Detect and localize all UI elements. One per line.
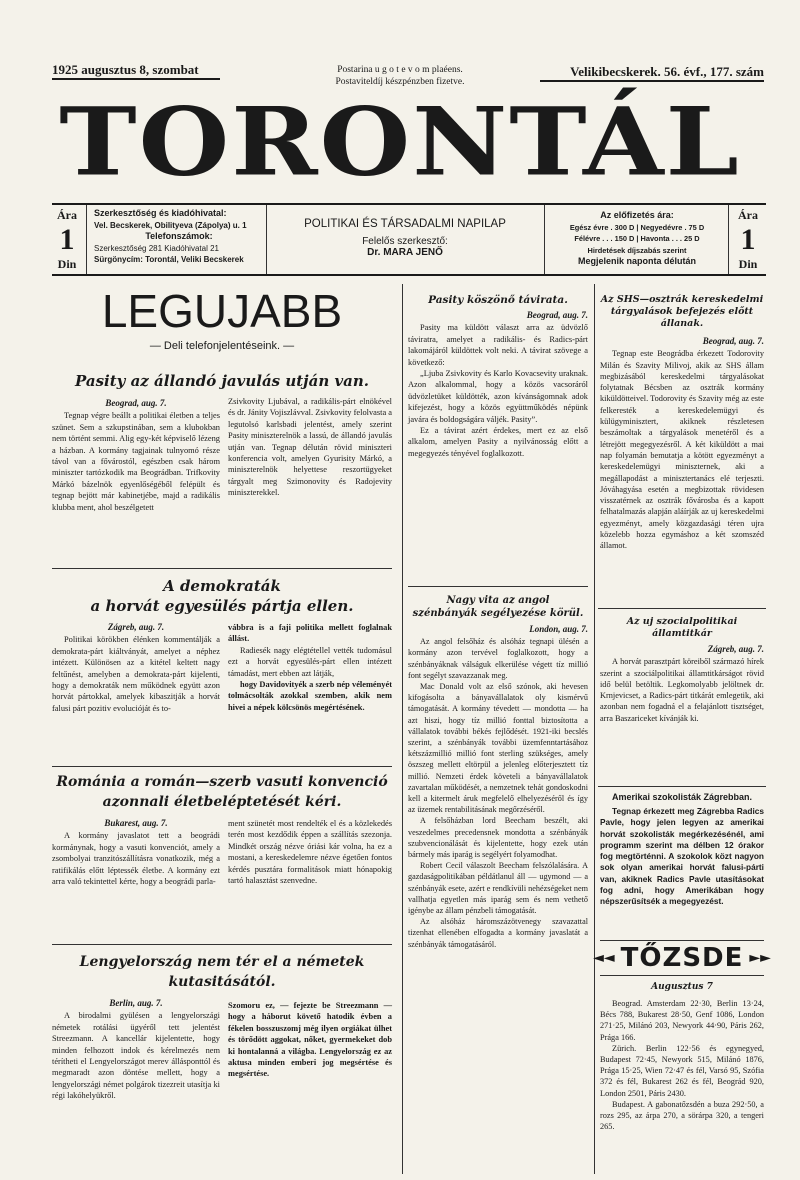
article-text: vábbra is a faji politika mellett foglalnak állást.	[228, 623, 392, 644]
article-text: Mac Donald volt az első szónok, aki hevesen kifogásolta a bányavállalatok oly kismérvű támogatását. A kormány tévedett — mondotta — ha azt hiszi, hogy tíz millió fonttal biztosította a vállalatok további békés fejlődését. 1921-iki becslés szerint, a szénbányák további üzemfenntartásához kétszázmillió millió font sterling szükséges, amely öszszeg mellett eltörpül a jelenleg előterjesztett tíz millió. Nemzeti érdek követeli a bányavállalatok zavartalan működését, a nemzetnek tehát gondoskodni kell a kitermelt áruk megfelelő elhelyezéséről és így az üzemek rentabilitásának megőrzéséről.	[408, 682, 588, 815]
divider	[266, 205, 267, 274]
price-unit: Din	[738, 257, 758, 271]
headline-line: A demokraták	[163, 577, 281, 595]
quotes-budapest: Budapest. A gabonatőzsdén a buza 292·50, a rozs 295, az árpa 270, a sörárpa 320, a tengeri 265.	[600, 1099, 764, 1132]
headline-line: Lengyelország nem tér el a németek	[79, 954, 365, 970]
headline-coal	[408, 594, 588, 620]
divider	[544, 205, 545, 274]
dateline: Beograd, aug. 7.	[702, 336, 764, 346]
phone-title: Telefonszámok:	[145, 231, 213, 241]
headline-line: államtitkár	[652, 628, 712, 639]
tozsde-date: Augusztus 7	[651, 982, 713, 992]
section-subtitle: — Deli telefonjelentéseink. —	[149, 340, 295, 352]
article-text: Radiesék nagy elégtétellel vették tudomásul ezt a horvát egyesülés-párt ellen intézett támadást, mert ebben azt látják,	[228, 645, 392, 678]
editorial-address: Vel. Becskerek, Obilityeva (Zápolya) u. 1	[94, 220, 247, 230]
dateline: London, aug. 7.	[529, 624, 588, 634]
headline-democrats	[52, 576, 392, 616]
date-underline	[52, 78, 220, 80]
article-text: Az alsóház háromszázötvenegy szavazattal tizenhat ellenében elfogadta a kormány javaslatát a szénbányák támogatásáról.	[408, 917, 588, 949]
article-text: Az angol felsőház és alsóház tegnapi ülésén a kormány azon tervével foglalkozott, hogy a szénbányáknak válságuk elkerülése végett tíz millió font segélyt szavazzanak meg.	[408, 637, 588, 680]
postal-notice	[290, 64, 510, 88]
article-text: ment szünetét most rendelték el és a közlekedés terén most kezdődik éppen a szállítás szezonja. Mindkét ország nézve óriási kár volna, ha ez a mostani, a kereskedelemre nézve égetően fontos kérdés pusztára formalitások miatt hónapokig tartó halasztást szenvedne.	[228, 819, 392, 886]
article-text: Tegnap este Beográdba érkezett Todorovity Milán és Szavity Milivoj, akik az SHS állam megbizásából kereskedelmi tárgyalásokat folytatnak Bécsben az osztrák kormány kiküldötteivel. Todorovity és Szavity még az este felkeresték a kereskedelemügyi és külügyminisztert, akiknek részletesen beszámoltak a tárgyalások menetéről és a létrejött megegyezésről. A két kiküldött a mai nap folyamán bemutatja a kötött egyezményt a kereskedelemügyi miniszternek, aki a megállapodást a minisztertanács elé terjeszti. Jóváhagyása esetén a megbizottak rövidesen visszatérnek az osztrák fővárosba és a kapott felhatalmazás alapján aláírják az uj kereskedelmi egyezményt, amely közgazdasági téren ujra közelebb hozza egymáshoz a két szomszéd államot.	[600, 349, 764, 551]
issue-location: Velikibecskerek. 56. évf., 177. szám	[570, 64, 764, 79]
price-box-right	[732, 208, 764, 272]
headline-sokol: Amerikai szokolisták Zágrebban.	[611, 792, 753, 802]
article-text: Politikai körökben élénken kommentálják a demokrata-párt kiáltványát, amelyet a néphez intézett. Különösen az a kitétel keltett nagy feltűnést, amelyben a demokrata-párt kijelenti, hogy a demokraták nem működnek együtt azon horvát pártokkal, amelyek kibaszitják a horvát falusi párt pozitiv evolucióját és to-	[52, 635, 220, 713]
article-separator	[408, 586, 588, 587]
article-romania-col2	[228, 818, 392, 886]
column-divider	[594, 284, 595, 1174]
decorative-arrow-icon: ◄◄	[593, 950, 615, 966]
article-pasity-telegram	[408, 308, 588, 459]
postal-line-2: Postaviteldíj készpénzben fizetve.	[335, 77, 465, 87]
article-poland-col2	[228, 1000, 392, 1080]
dateline: Zágreb, aug. 7.	[107, 622, 165, 632]
tozsde-banner	[593, 940, 771, 976]
article-democrats-col1	[52, 620, 220, 714]
paper-type: POLITIKAI ÉS TÁRSADALMI NAPILAP	[304, 218, 506, 230]
article-sokol	[600, 806, 764, 908]
headline-pasity: Pasity az állandó javulás utján van.	[74, 372, 370, 390]
header-rule-top	[52, 203, 766, 205]
decorative-arrow-icon: ►►	[749, 950, 771, 966]
article-text: hogy Davidovityék a szerb nép véleményét tolmácsolták azokkal szemben, akik nem hivei a népek kölcsönös megértésének.	[228, 680, 392, 712]
telegram-address: Sürgönycím: Torontál, Veliki Becskerek	[94, 255, 244, 264]
ads-note: Hirdetések díjszabás szerint	[587, 245, 687, 255]
section-title: LEGUJABB	[101, 285, 343, 337]
headline-line: Az uj szocialpolitikai	[626, 616, 738, 627]
location-underline	[540, 80, 764, 82]
headline-line: azonnali életbeléptetését kéri.	[102, 794, 342, 810]
quotes-zurich: Zürich. Berlin 122·56 és egynegyed, Budapest 72·45, Newyork 515, Milánó 1876, Prága 15·25, Wien 72·47 és fél, Varsó 95, Szófia 372 és fél, Bukarest 262 és fél, Beográd 920, London 2501, Páris 2430.	[600, 1043, 764, 1098]
divider	[86, 205, 87, 274]
article-coal	[408, 622, 588, 950]
column-divider	[402, 284, 403, 1174]
article-text: Zsivkovity Ljubával, a radikális-párt elnökével és dr. Jánity Vojiszlávval. Zsivkovity felolvasta a legutolsó karlsbadi jelentést, amely szerint Pasity miniszterelnök a lassú, de állandó javulás utján van. Tegnap délután rövid miniszteri konferencia volt, amelyen Gyurisity Márkó, a miniszterelnök helyettese reszortügyeket tárgyalt meg Szimonovity és Radojevity miniszterekkel.	[228, 397, 392, 498]
article-separator	[52, 944, 392, 945]
price-box-left	[52, 208, 82, 272]
article-pasity-col1	[52, 396, 220, 513]
article-text: A horvát parasztpárt köreiből származó hírek szerint a szociálpolitikai államtitkárságot rövid idő belül betöltik. Legkomolyabb jelöltnek dr. Krnjevicset, a Radics-párt titkárát emlegetik, aki azonban nem fogadná el a felajánlott tisztséget, arra Baszariceket kívánják ki.	[600, 657, 764, 723]
subscription-line-2: Félévre . . . 150 D | Havonta . . . 25 D	[574, 234, 700, 243]
dateline: Beograd, aug. 7.	[105, 398, 167, 408]
editorial-info	[94, 208, 264, 266]
article-text: Tegnap érkezett meg Zágrebba Radics Pavle, hogy jelen legyen az amerikai horvát szokolisták megérkezésénél, ami programm szerint ma délben 12 órakor fog megtörténni. A szokolok közt nagyon sok olyan amerikai horvát falusi-párti van, akiknek Radics Pavle utasításokat fog adni, hogy Amerikában hogy népszerűsítsék a megegyezést.	[600, 806, 764, 907]
subscription-line-1: Egész évre . 300 D | Negyedévre . 75 D	[569, 222, 705, 232]
tozsde-title: TŐZSDE	[620, 943, 744, 973]
headline-romania	[48, 772, 396, 812]
price-value: 1	[740, 223, 756, 256]
headline-line: kutasitásától.	[168, 974, 276, 990]
header-rule-bottom	[52, 274, 766, 276]
dateline: Bukarest, aug. 7.	[104, 818, 168, 828]
issue-date: 1925 augusztus 8, szombat	[52, 62, 199, 77]
article-text: A kormány javaslatot tett a beográdi kormánynak, hogy a vasuti konvenciót, amely a zsombolyai tranzitószállításra vonatkozik, még a ratifikálás előtt léptessék életbe. A kormány ezt arra való tekintettel kérte, hogy a beográdi parla-	[52, 831, 220, 887]
article-trade-talks	[600, 334, 764, 552]
postal-line-1: Postarina u g o t e v o m plaéens.	[337, 65, 463, 75]
dateline: Berlin, aug. 7.	[109, 998, 163, 1008]
headline-line: tárgyalások befejezés előtt	[610, 306, 754, 317]
phone-numbers: Szerkesztőség 281 Kiadóhivatal 21	[94, 243, 219, 253]
article-separator	[598, 608, 766, 609]
headline-poland	[52, 952, 392, 992]
headline-line: Az SHS—osztrák kereskedelmi	[600, 294, 764, 305]
divider	[728, 205, 729, 274]
article-text: Tegnap végre beállt a politikai életben a teljes szünet. Sem a szkupstinában, sem a klubokban nem történt semmi. Alig egy-két képviselő lézeng a házban. A kormány tagjainak tulnyomó része távol van a fővárostól, egészben csak három miniszter tartózkodik ma Beográdban. Trifkovity Márkó bázelnök egyenlőségéből felépült és tegnap bejött már kabinetjébe, majd a radikális klubba ment, ahol beszélgetett	[52, 411, 220, 512]
price-value: 1	[59, 223, 75, 256]
editor-label: Felelős szerkesztő:	[362, 236, 448, 247]
article-poland-col1	[52, 996, 220, 1102]
headline-line: állanak.	[660, 318, 704, 329]
article-separator	[598, 786, 766, 787]
masthead-title: TORONTÁL	[59, 86, 741, 198]
appears-note: Megjelenik naponta délután	[577, 256, 696, 266]
headline-state-secretary	[598, 616, 766, 640]
article-romania-col1	[52, 816, 220, 887]
headline-trade-talks	[598, 294, 766, 330]
article-state-secretary	[600, 642, 764, 724]
subscription-info	[550, 210, 724, 268]
article-text: A felsőházban lord Beecham beszélt, aki veszedelmes precedensnek mondotta a szénbányák szubvencionálását és kijelentette, hogy ezek után bármely más iparág is segélyért folyamodhat.	[408, 816, 588, 860]
price-label: Ára	[738, 208, 758, 222]
article-text: Szomoru ez, — fejezte be Streezmann — hogy a háborut követő hatodik évben a fékelen bosszuszomj még ilyen orgiákat ülhet és törődött aggokat, nőket, gyermekeket dob ki hontalanná a világba. Lengyelország ez az aktusa minden emberi jog megsértése és megsértése.	[228, 1001, 392, 1079]
dateline: Beograd, aug. 7.	[526, 310, 588, 320]
dateline: Zágreb, aug. 7.	[707, 644, 764, 654]
article-separator	[52, 568, 392, 569]
headline-line: Nagy vita az angol	[446, 595, 550, 606]
headline-line: szénbányák segélyezése körül.	[412, 608, 584, 619]
article-text: Robert Cecil válaszolt Beecham felszólalására. A gazdaságpolitikában példátlanul áll — ugymond — a szénbányák esete, azért e rendkívüli nehézségeket nem vallhatja egyetlen más iparág sem és nem vethető igénybe az állam pénzbeli támogatását.	[408, 861, 588, 916]
article-text: Pasity ma küldött választ arra az üdvözlő táviratra, amelyet a radikális- és Radics-párt lakomájáról küldöttek volt neki. A távirat szövege a következő:	[408, 323, 588, 367]
editor-name: Dr. MARA JENŐ	[367, 247, 443, 258]
paper-info	[270, 218, 540, 258]
quotes-beograd: Beograd. Amsterdam 22·30, Berlin 13·24, Bécs 788, Bukarest 28·50, Genf 1086, London 271·25, Milánó 203, Newyork 44·90, Páris 262, Prága 166.	[600, 999, 764, 1042]
article-democrats-col2	[228, 622, 392, 713]
article-pasity-col2	[228, 396, 392, 499]
price-label: Ára	[57, 208, 77, 222]
article-text: Ez a távirat azért érdekes, mert ez az első alkalom, amelyen Pasity a nyilvánosság előtt a megegyezés tényével foglalkozott.	[408, 426, 588, 458]
editorial-title: Szerkesztőség és kiadóhivatal:	[94, 208, 227, 218]
subscription-title: Az előfizetés ára:	[600, 210, 674, 220]
headline-pasity-telegram: Pasity köszönő távirata.	[428, 294, 568, 306]
headline-line: Románia a román—szerb vasuti konvenció	[56, 774, 388, 790]
article-text: A birodalmi gyülésen a lengyelországi németek rotálási ügyéről tett jelentést Streezmann. A kancellár kijelentette, hogy minden felhozott indok és kérelmezés nem térítheti el Lengyelországot merev állásponttól és megmaradt azon döntése mellett, hogy a lengyelországi német polgárok tizezreit utasítja ki régi lakóhelyükről.	[52, 1011, 220, 1101]
article-text: „Ljuba Zsivkovity és Karlo Kovacsevity uraknak. Azon alkalommal, hogy a közös vacsoráról üdvözletüket küldötték, azon kívánságomnak adok kifejezést, hogy a közös együttműködés népünk javára és boldogságára váljék. Pasity”.	[408, 369, 588, 424]
price-unit: Din	[57, 257, 77, 271]
article-separator	[52, 766, 392, 767]
tozsde-quotes	[600, 998, 764, 1132]
headline-line: a horvát egyesülés pártja ellen.	[90, 597, 354, 615]
